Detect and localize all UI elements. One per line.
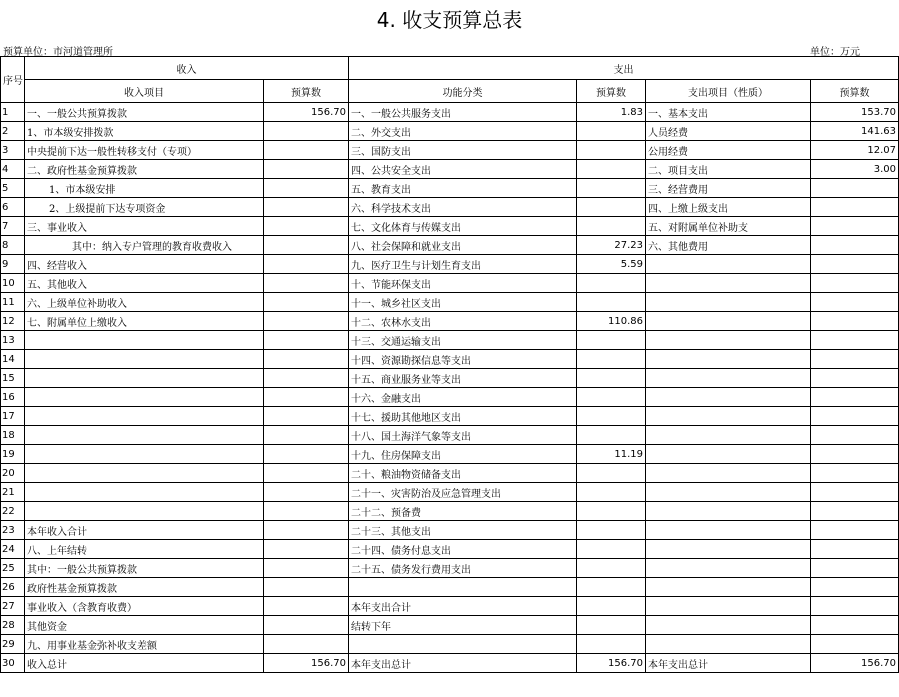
income-item-header: 收入项目	[25, 80, 264, 103]
income-item-cell	[25, 407, 264, 426]
function-amount-cell	[577, 141, 646, 160]
income-amount-cell	[264, 578, 349, 597]
function-class-cell: 一、一般公共服务支出	[349, 103, 577, 122]
income-amount-cell	[264, 255, 349, 274]
economic-class-cell: 六、其他费用	[646, 236, 811, 255]
income-item-cell: 八、上年结转	[25, 540, 264, 559]
page-title: 4. 收支预算总表	[376, 8, 523, 32]
row-seq-cell: 14	[1, 350, 25, 369]
table-row	[1, 293, 899, 312]
income-amount-cell	[264, 274, 349, 293]
income-amount-cell	[264, 350, 349, 369]
income-item-cell	[25, 445, 264, 464]
function-amount-cell	[577, 217, 646, 236]
function-amount-cell	[577, 464, 646, 483]
income-item-cell	[25, 502, 264, 521]
income-amount-cell	[264, 388, 349, 407]
economic-amount-cell	[811, 464, 899, 483]
economic-class-cell	[646, 597, 811, 616]
economic-class-cell	[646, 635, 811, 654]
function-class-cell: 二十二、预备费	[349, 502, 577, 521]
economic-class-cell	[646, 502, 811, 521]
function-class-cell: 九、医疗卫生与计划生育支出	[349, 255, 577, 274]
row-seq-cell: 19	[1, 445, 25, 464]
table-row	[1, 616, 899, 635]
function-amount-cell	[577, 578, 646, 597]
income-item-cell: 政府性基金预算拨款	[25, 578, 264, 597]
function-amount-cell: 110.86	[577, 312, 646, 331]
economic-class-cell	[646, 559, 811, 578]
function-class-cell: 二十四、债务付息支出	[349, 540, 577, 559]
table-row	[1, 578, 899, 597]
table-row	[1, 635, 899, 654]
row-seq-cell: 7	[1, 217, 25, 236]
income-item-cell	[25, 331, 264, 350]
income-item-cell: 1、市本级安排拨款	[25, 122, 264, 141]
economic-class-header: 支出项目（性质）	[646, 80, 811, 103]
function-class-cell: 十七、援助其他地区支出	[349, 407, 577, 426]
economic-amount-cell: 153.70	[811, 103, 899, 122]
function-class-cell: 二、外交支出	[349, 122, 577, 141]
income-item-cell: 七、附属单位上缴收入	[25, 312, 264, 331]
economic-class-cell: 五、对附属单位补助支	[646, 217, 811, 236]
income-amount-header: 预算数	[264, 80, 349, 103]
income-item-cell: 三、事业收入	[25, 217, 264, 236]
economic-amount-cell	[811, 483, 899, 502]
economic-class-cell	[646, 578, 811, 597]
function-amount-cell	[577, 540, 646, 559]
row-seq-cell: 20	[1, 464, 25, 483]
income-header: 收入	[25, 57, 349, 80]
row-seq-cell: 27	[1, 597, 25, 616]
income-amount-cell	[264, 122, 349, 141]
row-seq-cell: 24	[1, 540, 25, 559]
row-seq-cell: 2	[1, 122, 25, 141]
economic-class-cell	[646, 464, 811, 483]
table-row	[1, 160, 899, 179]
income-amount-cell	[264, 559, 349, 578]
expense-header: 支出	[349, 57, 899, 80]
table-row	[1, 369, 899, 388]
row-seq-cell: 26	[1, 578, 25, 597]
function-amount-cell	[577, 122, 646, 141]
economic-amount-cell	[811, 331, 899, 350]
income-amount-cell	[264, 521, 349, 540]
function-amount-cell	[577, 559, 646, 578]
function-class-cell: 十九、住房保障支出	[349, 445, 577, 464]
function-class-cell: 五、教育支出	[349, 179, 577, 198]
function-amount-cell	[577, 521, 646, 540]
income-amount-cell	[264, 483, 349, 502]
function-class-cell: 二十五、债务发行费用支出	[349, 559, 577, 578]
economic-amount-cell	[811, 198, 899, 217]
income-item-cell: 其中：一般公共预算拨款	[25, 559, 264, 578]
income-item-cell: 四、经营收入	[25, 255, 264, 274]
economic-class-cell	[646, 350, 811, 369]
income-item-cell	[25, 350, 264, 369]
income-amount-cell	[264, 597, 349, 616]
function-amount-cell	[577, 388, 646, 407]
row-seq-cell: 17	[1, 407, 25, 426]
income-amount-cell	[264, 141, 349, 160]
income-amount-cell	[264, 179, 349, 198]
income-amount-cell	[264, 426, 349, 445]
economic-amount-cell	[811, 597, 899, 616]
function-class-header: 功能分类	[349, 80, 577, 103]
economic-amount-cell	[811, 312, 899, 331]
income-amount-cell	[264, 198, 349, 217]
function-amount-cell	[577, 616, 646, 635]
function-amount-cell	[577, 179, 646, 198]
economic-amount-cell	[811, 274, 899, 293]
function-class-cell: 十八、国土海洋气象等支出	[349, 426, 577, 445]
function-class-cell: 二十三、其他支出	[349, 521, 577, 540]
row-seq-cell: 25	[1, 559, 25, 578]
economic-amount-cell	[811, 369, 899, 388]
income-item-cell: 2、上级提前下达专项资金	[25, 198, 264, 217]
function-class-cell: 二十、粮油物资储备支出	[349, 464, 577, 483]
table-row	[1, 483, 899, 502]
income-amount-cell	[264, 236, 349, 255]
function-amount-cell	[577, 597, 646, 616]
income-item-cell: 其中：纳入专户管理的教育收费收入	[25, 236, 264, 255]
function-class-cell: 本年支出合计	[349, 597, 577, 616]
row-seq-cell: 22	[1, 502, 25, 521]
header-row-2	[1, 80, 899, 103]
row-seq-cell: 18	[1, 426, 25, 445]
economic-amount-cell	[811, 217, 899, 236]
table-row	[1, 502, 899, 521]
row-seq-cell: 1	[1, 103, 25, 122]
economic-class-cell	[646, 274, 811, 293]
function-amount-cell	[577, 198, 646, 217]
economic-class-cell	[646, 483, 811, 502]
function-class-cell	[349, 578, 577, 597]
economic-amount-cell: 156.70	[811, 654, 899, 673]
table-row	[1, 445, 899, 464]
economic-class-cell	[646, 521, 811, 540]
economic-class-cell	[646, 616, 811, 635]
economic-class-cell	[646, 407, 811, 426]
row-seq-cell: 8	[1, 236, 25, 255]
income-amount-cell	[264, 616, 349, 635]
function-amount-cell: 5.59	[577, 255, 646, 274]
table-row	[1, 274, 899, 293]
table-row	[1, 312, 899, 331]
income-item-cell: 中央提前下达一般性转移支付（专项）	[25, 141, 264, 160]
function-amount-cell	[577, 483, 646, 502]
economic-amount-header: 预算数	[811, 80, 899, 103]
function-class-cell: 三、国防支出	[349, 141, 577, 160]
table-row	[1, 255, 899, 274]
function-class-cell: 结转下年	[349, 616, 577, 635]
economic-amount-cell	[811, 540, 899, 559]
budget-unit-label: 预算单位：市河道管理所	[3, 47, 113, 58]
economic-class-cell: 三、经营费用	[646, 179, 811, 198]
function-amount-cell	[577, 369, 646, 388]
economic-amount-cell	[811, 350, 899, 369]
economic-class-cell: 四、上缴上级支出	[646, 198, 811, 217]
economic-amount-cell	[811, 559, 899, 578]
row-seq-cell: 9	[1, 255, 25, 274]
income-item-cell: 本年收入合计	[25, 521, 264, 540]
function-class-cell: 十五、商业服务业等支出	[349, 369, 577, 388]
function-amount-cell	[577, 331, 646, 350]
economic-amount-cell	[811, 635, 899, 654]
row-seq-cell: 16	[1, 388, 25, 407]
economic-amount-cell	[811, 179, 899, 198]
economic-amount-cell	[811, 388, 899, 407]
row-seq-cell: 21	[1, 483, 25, 502]
economic-class-cell	[646, 312, 811, 331]
income-amount-cell	[264, 293, 349, 312]
function-amount-cell	[577, 502, 646, 521]
income-item-cell: 一、一般公共预算拨款	[25, 103, 264, 122]
currency-unit-label: 单位：万元	[810, 47, 860, 58]
income-item-cell: 九、用事业基金弥补收支差额	[25, 635, 264, 654]
row-seq-cell: 28	[1, 616, 25, 635]
economic-class-cell: 本年支出总计	[646, 654, 811, 673]
income-item-cell: 五、其他收入	[25, 274, 264, 293]
economic-amount-cell	[811, 255, 899, 274]
row-seq-cell: 29	[1, 635, 25, 654]
income-amount-cell	[264, 540, 349, 559]
economic-amount-cell: 12.07	[811, 141, 899, 160]
function-amount-cell	[577, 293, 646, 312]
economic-amount-cell: 3.00	[811, 160, 899, 179]
function-class-cell: 十一、城乡社区支出	[349, 293, 577, 312]
row-seq-cell: 11	[1, 293, 25, 312]
table-row	[1, 521, 899, 540]
table-row	[1, 141, 899, 160]
function-amount-cell	[577, 160, 646, 179]
table-row	[1, 464, 899, 483]
row-seq-cell: 4	[1, 160, 25, 179]
row-seq-cell: 3	[1, 141, 25, 160]
function-amount-cell: 1.83	[577, 103, 646, 122]
table-row	[1, 597, 899, 616]
economic-amount-cell	[811, 521, 899, 540]
function-amount-cell: 27.23	[577, 236, 646, 255]
row-seq-cell: 10	[1, 274, 25, 293]
income-item-cell: 六、上级单位补助收入	[25, 293, 264, 312]
economic-amount-cell	[811, 445, 899, 464]
income-item-cell: 其他资金	[25, 616, 264, 635]
function-class-cell: 十六、金融支出	[349, 388, 577, 407]
function-class-cell: 十四、资源勘探信息等支出	[349, 350, 577, 369]
function-amount-cell	[577, 426, 646, 445]
table-row	[1, 331, 899, 350]
function-class-cell: 十、节能环保支出	[349, 274, 577, 293]
header-row-1	[1, 57, 899, 80]
income-amount-cell	[264, 407, 349, 426]
economic-amount-cell	[811, 502, 899, 521]
economic-amount-cell: 141.63	[811, 122, 899, 141]
table-row	[1, 217, 899, 236]
table-row	[1, 654, 899, 673]
economic-amount-cell	[811, 407, 899, 426]
function-amount-header: 预算数	[577, 80, 646, 103]
function-class-cell: 十二、农林水支出	[349, 312, 577, 331]
economic-class-cell	[646, 255, 811, 274]
row-seq-cell: 5	[1, 179, 25, 198]
income-amount-cell	[264, 312, 349, 331]
row-seq-cell: 13	[1, 331, 25, 350]
economic-class-cell: 人员经费	[646, 122, 811, 141]
income-amount-cell	[264, 635, 349, 654]
income-amount-cell	[264, 502, 349, 521]
function-amount-cell	[577, 274, 646, 293]
table-row	[1, 426, 899, 445]
income-amount-cell	[264, 445, 349, 464]
function-class-cell: 本年支出总计	[349, 654, 577, 673]
income-item-cell	[25, 388, 264, 407]
income-amount-cell	[264, 331, 349, 350]
income-item-cell: 1、市本级安排	[25, 179, 264, 198]
function-class-cell: 六、科学技术支出	[349, 198, 577, 217]
table-row	[1, 122, 899, 141]
row-seq-cell: 15	[1, 369, 25, 388]
table-row	[1, 540, 899, 559]
function-amount-cell: 11.19	[577, 445, 646, 464]
income-amount-cell	[264, 160, 349, 179]
function-amount-cell: 156.70	[577, 654, 646, 673]
table-row	[1, 388, 899, 407]
income-item-cell: 事业收入（含教育收费）	[25, 597, 264, 616]
function-class-cell: 七、文化体育与传媒支出	[349, 217, 577, 236]
economic-class-cell	[646, 426, 811, 445]
economic-amount-cell	[811, 616, 899, 635]
function-amount-cell	[577, 635, 646, 654]
economic-class-cell	[646, 331, 811, 350]
income-item-cell	[25, 483, 264, 502]
table-row	[1, 350, 899, 369]
budget-summary-table	[0, 56, 899, 673]
income-item-cell	[25, 464, 264, 483]
economic-class-cell	[646, 293, 811, 312]
economic-class-cell	[646, 540, 811, 559]
row-seq-cell: 23	[1, 521, 25, 540]
economic-amount-cell	[811, 578, 899, 597]
income-amount-cell	[264, 464, 349, 483]
table-row	[1, 407, 899, 426]
seq-header: 序号	[1, 57, 25, 103]
function-class-cell: 十三、交通运输支出	[349, 331, 577, 350]
function-class-cell	[349, 635, 577, 654]
row-seq-cell: 6	[1, 198, 25, 217]
function-class-cell: 四、公共安全支出	[349, 160, 577, 179]
economic-class-cell	[646, 445, 811, 464]
table-row	[1, 179, 899, 198]
economic-class-cell	[646, 369, 811, 388]
table-row	[1, 103, 899, 122]
economic-amount-cell	[811, 236, 899, 255]
economic-class-cell: 一、基本支出	[646, 103, 811, 122]
function-amount-cell	[577, 350, 646, 369]
income-amount-cell: 156.70	[264, 654, 349, 673]
table-row	[1, 559, 899, 578]
function-amount-cell	[577, 407, 646, 426]
function-class-cell: 八、社会保障和就业支出	[349, 236, 577, 255]
row-seq-cell: 30	[1, 654, 25, 673]
row-seq-cell: 12	[1, 312, 25, 331]
income-amount-cell	[264, 217, 349, 236]
economic-class-cell: 二、项目支出	[646, 160, 811, 179]
income-item-cell	[25, 426, 264, 445]
economic-class-cell: 公用经费	[646, 141, 811, 160]
income-amount-cell: 156.70	[264, 103, 349, 122]
economic-amount-cell	[811, 426, 899, 445]
income-item-cell	[25, 369, 264, 388]
table-row	[1, 236, 899, 255]
income-amount-cell	[264, 369, 349, 388]
table-row	[1, 198, 899, 217]
function-class-cell: 二十一、灾害防治及应急管理支出	[349, 483, 577, 502]
income-item-cell: 二、政府性基金预算拨款	[25, 160, 264, 179]
income-item-cell: 收入总计	[25, 654, 264, 673]
economic-amount-cell	[811, 293, 899, 312]
economic-class-cell	[646, 388, 811, 407]
